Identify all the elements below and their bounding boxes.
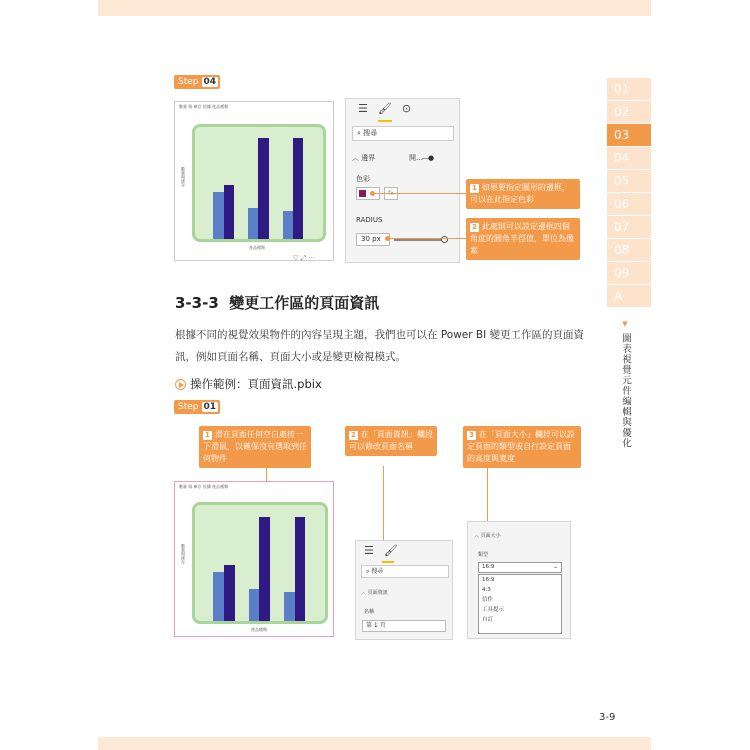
chart-bar[interactable] (249, 589, 260, 621)
chart-bar[interactable] (224, 185, 234, 239)
radius-slider[interactable] (394, 239, 448, 241)
chart-bar[interactable] (248, 208, 258, 239)
tab-underline (378, 120, 392, 122)
chart-bar[interactable] (283, 211, 293, 239)
chart-bar[interactable] (213, 572, 224, 621)
border-toggle[interactable]: 開…—● (409, 154, 434, 162)
chart-bar[interactable] (224, 565, 235, 621)
section-title: 3-3-3 變更工作區的頁面資訊 (175, 294, 380, 312)
paint-roller-icon[interactable]: 🖌 (377, 102, 392, 115)
body-paragraph: 根據不同的視覺效果物件的內容呈現主題，我們也可以在 Power BI 變更工作區的頁面資訊，例如頁面名稱、頁面大小或是變更檢視模式。 (175, 329, 585, 363)
chart-bar[interactable] (259, 517, 270, 621)
radius-label: RADIUS (356, 216, 383, 224)
triangle-icon: ▼ (621, 320, 629, 329)
chevron-up-icon: ︿ (474, 533, 480, 539)
page-size-pane (467, 521, 571, 639)
chapter-tab[interactable]: 09 (607, 262, 651, 284)
page-type-options (478, 574, 562, 634)
dropdown-option[interactable]: 信件 (482, 597, 494, 603)
callout-b3: 3 在「頁面大小」欄段可以設定頁面的類型或自行設定頁面的高度與寬度 (463, 426, 581, 468)
chart-x-title: 產品種類 (249, 245, 265, 250)
chart-bar[interactable] (213, 192, 223, 239)
type-label: 類型 (478, 552, 489, 558)
chart-bar[interactable] (295, 517, 306, 621)
chapter-tab[interactable]: 01 (607, 78, 651, 100)
chapter-tab[interactable]: 05 (607, 170, 651, 192)
chart-frame[interactable] (174, 101, 334, 261)
chart-y-title: 數量與庫存 (181, 167, 186, 187)
dropdown-option[interactable]: 自訂 (482, 617, 494, 623)
step-badge: Step 04 (174, 75, 220, 89)
radius-input[interactable]: 30 px (356, 233, 390, 246)
chart-bar[interactable] (293, 138, 303, 239)
analytics-icon[interactable]: ⊙ (401, 102, 412, 115)
bottom-band (98, 737, 651, 750)
border-section[interactable]: ︿ 邊界 (352, 154, 376, 162)
pane-icons (358, 102, 411, 115)
page-number: 3-9 (599, 712, 616, 723)
dropdown-option[interactable]: 工具提示 (482, 607, 505, 613)
chart-plot-area (192, 502, 328, 624)
chapter-label: ▼ 圖表視覺元件編輯與優化 (620, 320, 631, 449)
dropdown-option[interactable]: 16:9 (482, 577, 495, 583)
chart-title: 數量 與 庫存 依據 產品種類 (179, 104, 229, 109)
dropdown-option[interactable]: 4:3 (482, 587, 491, 593)
callout-b1: 1 滑在頁面任何空白處按一下滑鼠，以確保沒有選取到任何物件 (199, 426, 311, 468)
page-name-input[interactable]: 第 1 頁 (362, 620, 446, 632)
page-size-section[interactable]: ︿ 頁面大小 (474, 533, 501, 539)
callout-b2: 2 在「頁面資訊」欄段可以修改頁面名稱 (345, 426, 437, 456)
chart-bar[interactable] (284, 592, 295, 621)
example-line: 操作範例：頁面資訊.pbix (175, 376, 322, 392)
table-icon[interactable]: ☰ (358, 102, 368, 115)
callout-1: 1 如果要指定圖形的邊框，可以在此指定色彩 (466, 179, 580, 209)
chart-title: 數量 與 庫存 依據 產品種類 (179, 484, 229, 489)
callout-2: 2 此處則可以設定邊框四個角度的圓角半徑值，單位為像素 (466, 218, 580, 260)
search-icon: ⌕ (366, 568, 370, 575)
search-input[interactable]: ⌕ 搜尋 (352, 126, 454, 141)
top-band (98, 0, 651, 16)
chapter-tab[interactable]: 04 (607, 147, 651, 169)
pane-icons (364, 544, 398, 557)
table-icon[interactable]: ☰ (364, 544, 374, 557)
chapter-tab[interactable]: A (607, 285, 651, 307)
step-badge: Step 01 (174, 400, 220, 414)
chevron-down-icon: ⌄ (553, 564, 558, 570)
name-label: 名稱 (364, 609, 375, 615)
chevron-up-icon: ︿ (352, 154, 359, 162)
paint-roller-icon[interactable]: 🖌 (383, 544, 398, 557)
page-type-select[interactable]: 16:9 ⌄ (478, 562, 562, 573)
chart-toolbar-icons[interactable]: ▽ ⤢ ··· (293, 254, 316, 262)
search-icon: ⌕ (357, 129, 361, 137)
search-input[interactable]: ⌕ 搜尋 (361, 565, 449, 578)
chapter-tab[interactable]: 06 (607, 193, 651, 215)
color-label: 色彩 (356, 175, 370, 183)
chapter-tab[interactable]: 02 (607, 101, 651, 123)
chapter-tab[interactable]: 08 (607, 239, 651, 261)
callout-leader (388, 238, 467, 239)
chevron-up-icon: ︿ (361, 590, 367, 596)
chart-x-title: 產品種類 (251, 627, 267, 632)
chart-bar[interactable] (258, 138, 268, 239)
play-icon (175, 379, 186, 390)
page-info-pane (355, 540, 453, 640)
chart-y-title: 數量與庫存 (181, 544, 186, 564)
chart-plot-area (192, 124, 326, 242)
chapter-tabs (607, 78, 651, 308)
chart-frame[interactable] (174, 481, 334, 637)
chapter-tab[interactable]: 07 (607, 216, 651, 238)
tab-underline (382, 561, 394, 563)
callout-leader (373, 193, 467, 194)
page-info-section[interactable]: ︿ 頁面資訊 (361, 590, 388, 596)
chapter-tab-active[interactable]: 03 (607, 124, 651, 146)
color-swatch (359, 190, 366, 197)
